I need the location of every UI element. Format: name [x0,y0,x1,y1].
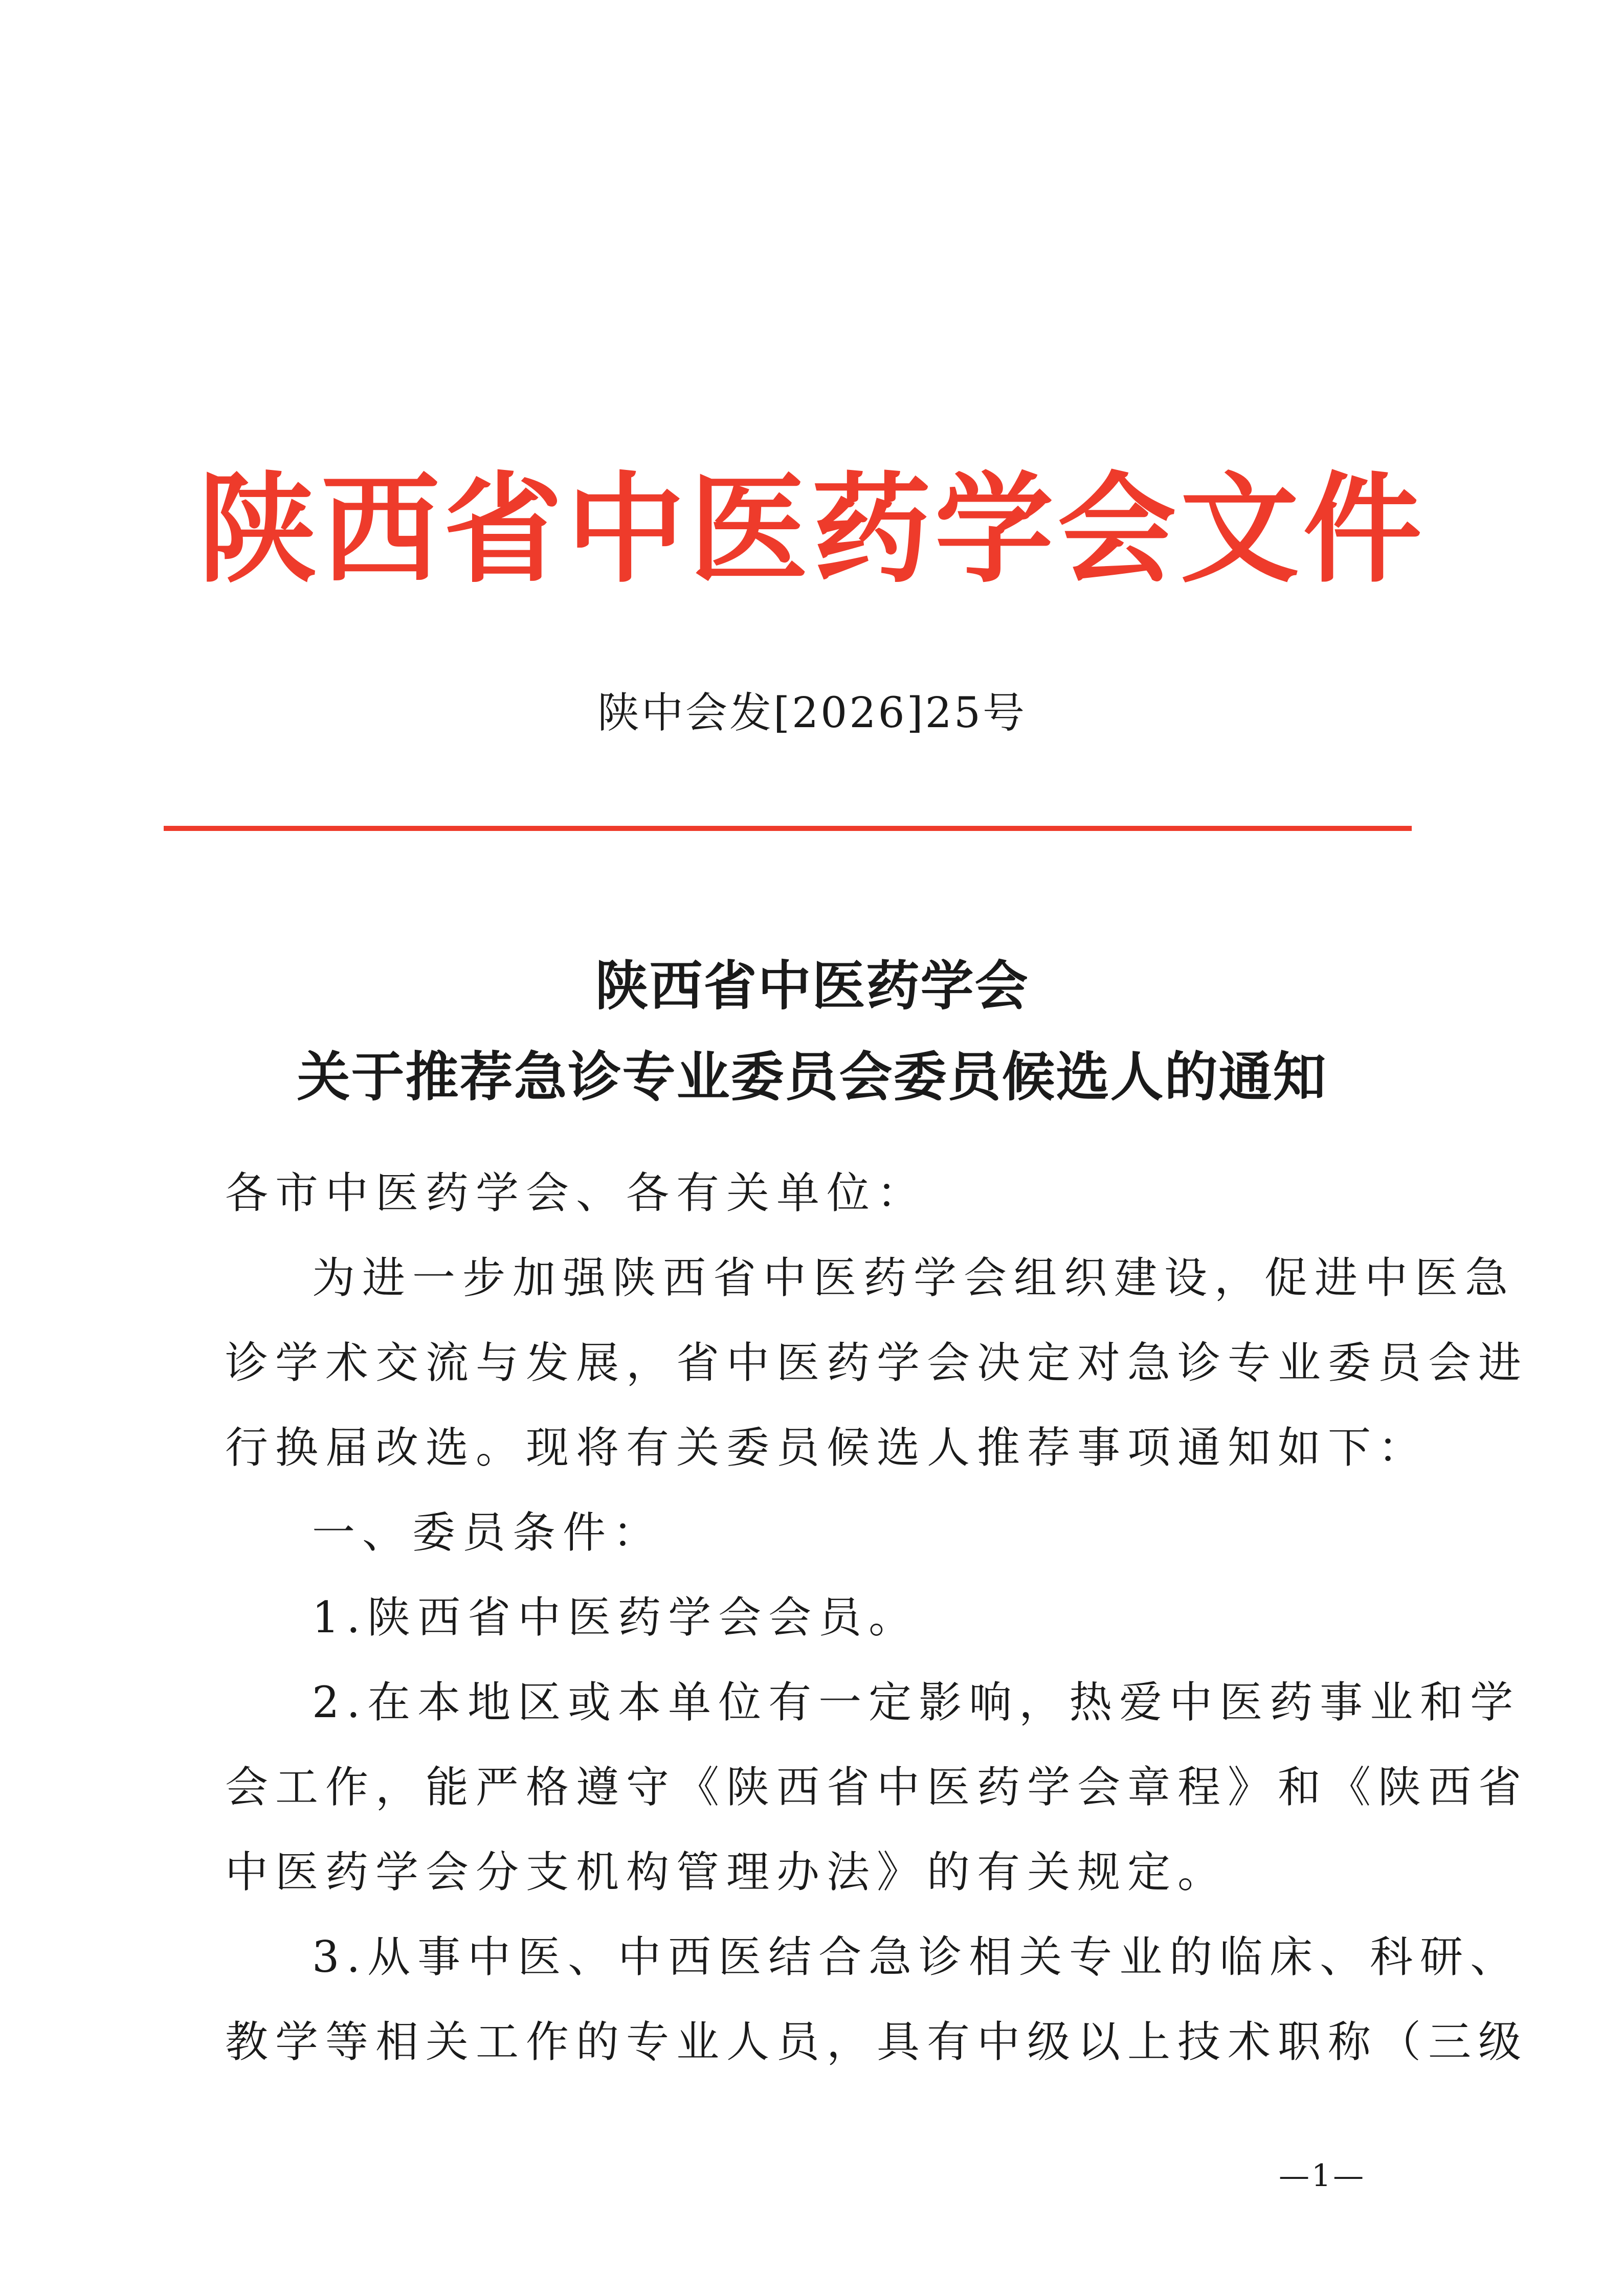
notice-title-line-1: 陕西省中医药学会 [595,954,1029,1017]
header-divider [164,826,1412,831]
list-item: 1.陕西省中医药学会会员。 [312,1592,919,1642]
body-line: 为进一步加强陕西省中医药学会组织建设，促进中医急 [312,1253,1516,1303]
section-heading: 一、委员条件： [312,1507,663,1558]
notice-title-line-2: 关于推荐急诊专业委员会委员候选人的通知 [297,1045,1327,1108]
list-item: 3.从事中医、中西医结合急诊相关专业的临床、科研、 [312,1932,1521,1982]
org-header-title: 陕西省中医药学会文件 [198,459,1426,599]
body-line: 中医药学会分支机构管理办法》的有关规定。 [225,1847,1228,1897]
document-number: 陕中会发[2026]25号 [597,689,1027,737]
body-line: 诊学术交流与发展，省中医药学会决定对急诊专业委员会进 [225,1338,1529,1388]
page-number: —1— [1279,2158,1366,2194]
salutation: 各市中医药学会、各有关单位： [225,1168,927,1218]
body-line: 教学等相关工作的专业人员，具有中级以上技术职称（三级 [225,2017,1529,2067]
body-line: 行换届改选。现将有关委员候选人推荐事项通知如下： [225,1423,1429,1473]
body-line: 会工作，能严格遵守《陕西省中医药学会章程》和《陕西省 [225,1762,1529,1812]
list-item: 2.在本地区或本单位有一定影响，热爱中医药事业和学 [312,1677,1521,1727]
